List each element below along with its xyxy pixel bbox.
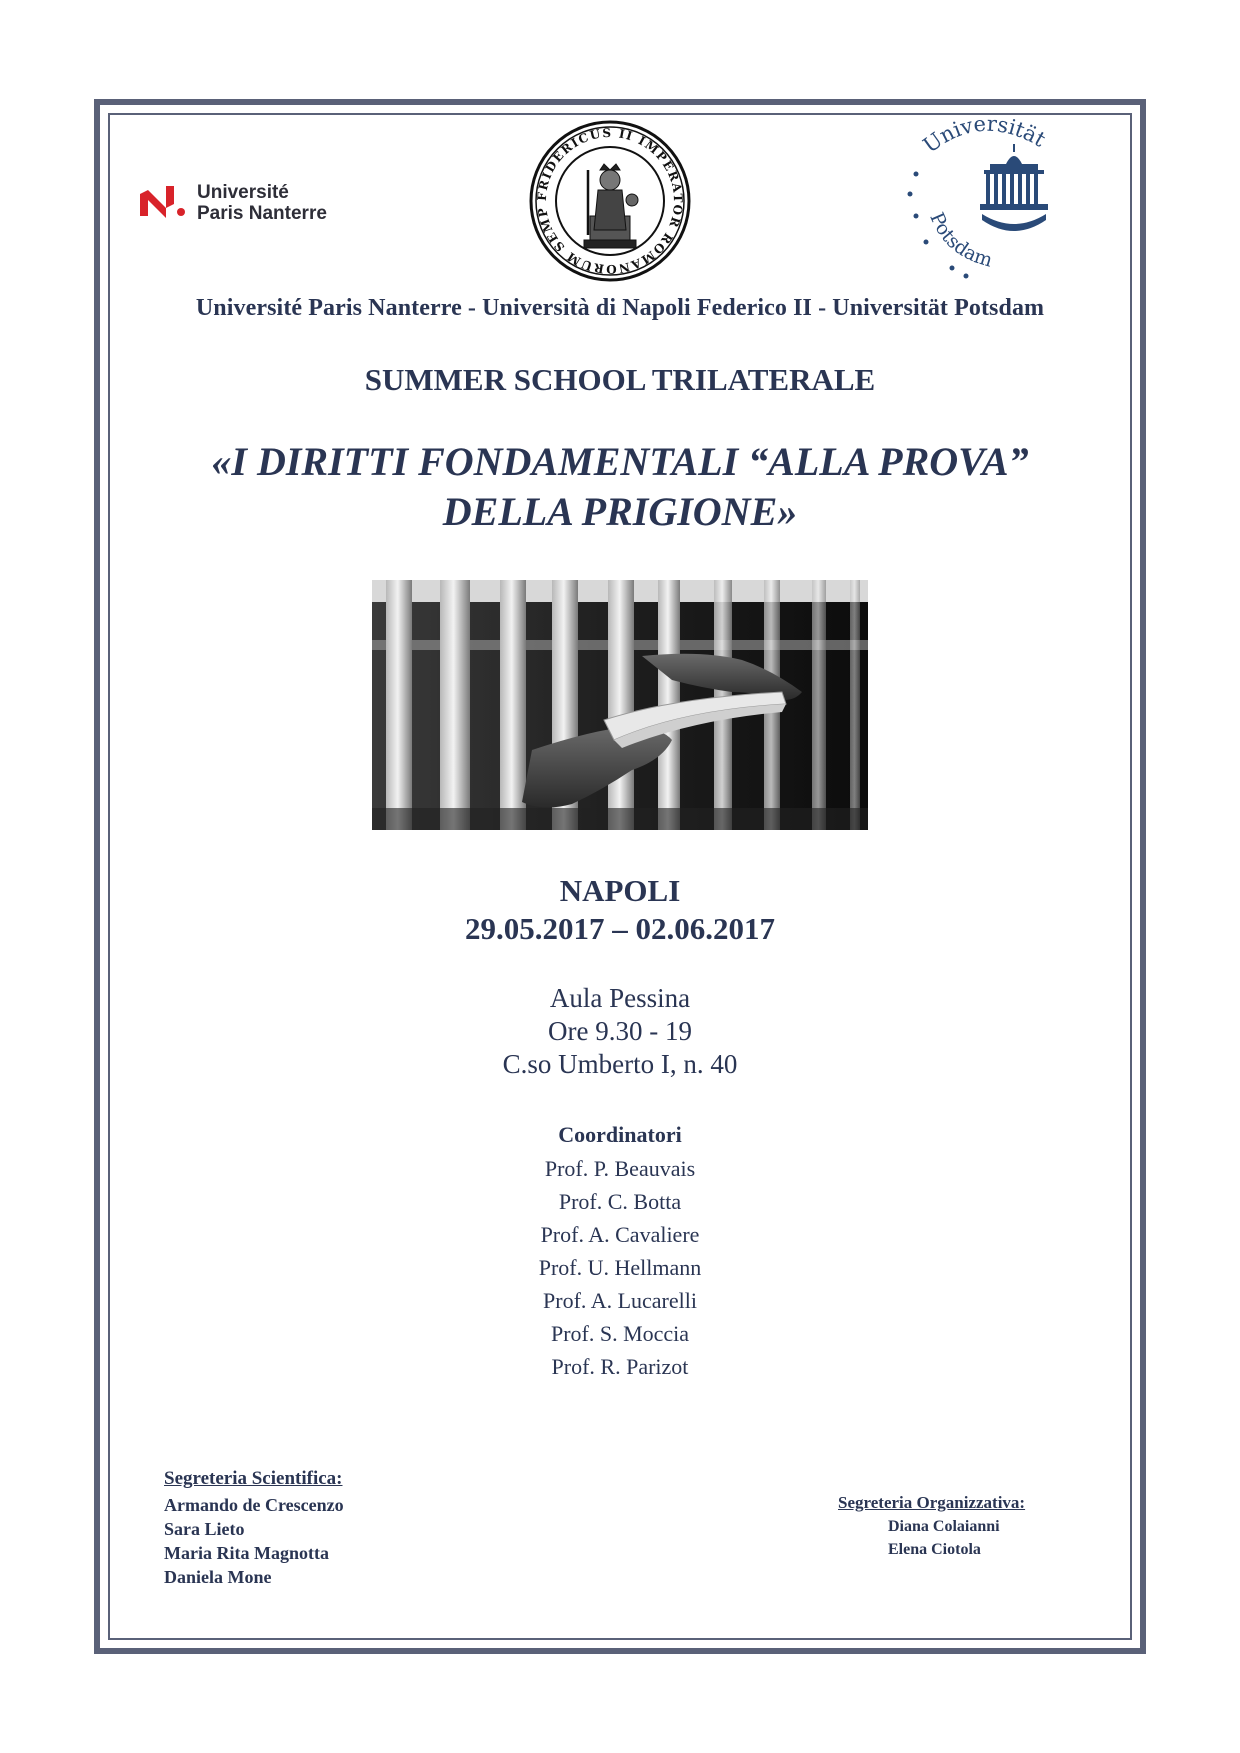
potsdam-building-icon bbox=[890, 118, 1070, 288]
prison-book-image bbox=[372, 580, 868, 830]
venue-room: Aula Pessina bbox=[549, 983, 691, 1013]
venue-block bbox=[110, 982, 1130, 1081]
prison-bars-photo bbox=[372, 580, 868, 830]
svg-text:Universität bbox=[919, 118, 1050, 158]
nanterre-logo bbox=[140, 180, 390, 230]
coordinators-list bbox=[110, 1152, 1130, 1383]
naples-seal bbox=[528, 120, 692, 282]
nanterre-logo-line2: Paris Nanterre bbox=[197, 203, 327, 224]
event-title-line2: DELLA PRIGIONE» bbox=[442, 489, 798, 534]
segreteria-scientifica-name: Sara Lieto bbox=[164, 1519, 245, 1539]
coordinator-name: Prof. C. Botta bbox=[558, 1189, 682, 1214]
coordinator-name: Prof. A. Cavaliere bbox=[540, 1222, 700, 1247]
universities-line: Université Paris Nanterre - Università di Napoli Federico II - Universität Potsdam bbox=[195, 295, 1045, 321]
segreteria-organizzativa-name: Elena Ciotola bbox=[888, 1541, 981, 1558]
event-dates: 29.05.2017 – 02.06.2017 bbox=[465, 911, 775, 946]
segreteria-scientifica-name: Daniela Mone bbox=[164, 1567, 272, 1587]
nanterre-logo-line1: Université bbox=[197, 182, 289, 203]
event-title bbox=[110, 437, 1130, 537]
segreteria-scientifica-list bbox=[164, 1493, 344, 1589]
coordinators-heading: Coordinatori bbox=[558, 1122, 682, 1147]
segreteria-scientifica-name: Maria Rita Magnotta bbox=[164, 1543, 329, 1563]
venue-address: C.so Umberto I, n. 40 bbox=[502, 1049, 738, 1079]
potsdam-word-universitat: Universität bbox=[918, 118, 1050, 158]
coordinator-name: Prof. R. Parizot bbox=[551, 1354, 689, 1379]
event-title-line1: «I DIRITTI FONDAMENTALI “ALLA PROVA” bbox=[211, 439, 1029, 484]
segreteria-scientifica-heading: Segreteria Scientifica: bbox=[164, 1468, 343, 1489]
segreteria-organizzativa-name: Diana Colaianni bbox=[888, 1518, 1000, 1535]
seal-inscription: FRIDERICUS II IMPERATOR ROMANORUM SEMP bbox=[534, 125, 686, 277]
segreteria-organizzativa-list bbox=[888, 1515, 1000, 1561]
venue-hours: Ore 9.30 - 19 bbox=[548, 1016, 692, 1046]
potsdam-logo bbox=[890, 118, 1070, 288]
event-subtitle: SUMMER SCHOOL TRILATERALE bbox=[364, 362, 876, 397]
federico-seal-icon bbox=[528, 120, 692, 282]
coordinator-name: Prof. S. Moccia bbox=[550, 1321, 690, 1346]
segreteria-organizzativa-heading: Segreteria Organizzativa: bbox=[838, 1493, 1026, 1512]
coordinator-name: Prof. P. Beauvais bbox=[544, 1156, 696, 1181]
segreteria-scientifica-name: Armando de Crescenzo bbox=[164, 1495, 344, 1515]
nanterre-n-icon bbox=[140, 186, 190, 220]
coordinator-name: Prof. A. Lucarelli bbox=[543, 1288, 697, 1313]
coordinator-name: Prof. U. Hellmann bbox=[538, 1255, 702, 1280]
nanterre-logo-text bbox=[197, 182, 327, 224]
event-city: NAPOLI bbox=[559, 873, 681, 908]
potsdam-word-potsdam: Potsdam bbox=[925, 209, 996, 272]
